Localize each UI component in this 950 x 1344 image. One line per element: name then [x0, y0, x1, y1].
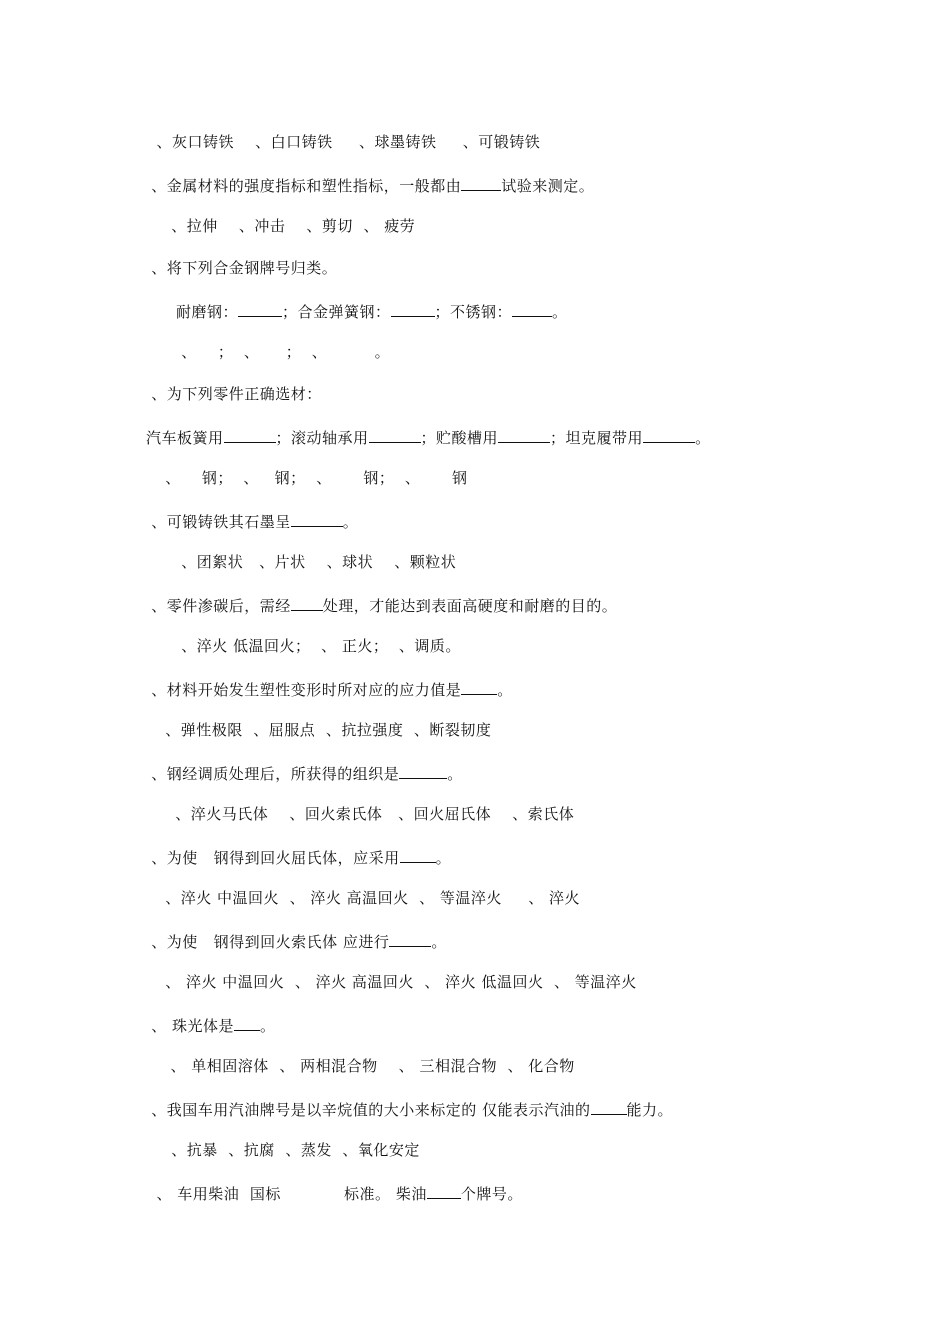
- line-text: 、 单相固溶体 、 两相混合物 、 三相混合物 、 化合物: [160, 1057, 575, 1075]
- line-text: 能力。: [626, 1101, 674, 1119]
- line-text: 。: [342, 513, 359, 531]
- text-line: [146, 678, 513, 700]
- line-text: 、金属材料的强度指标和塑性指标，一般都由: [146, 177, 462, 195]
- text-line: [146, 846, 451, 868]
- answer-blank: [427, 1182, 461, 1199]
- answer-blank: [234, 1014, 260, 1031]
- line-text: 、 ； 、 ； 、 。: [176, 343, 391, 361]
- line-text: ；坦克履带用: [550, 429, 644, 447]
- answer-blank: [224, 426, 276, 443]
- line-text: ；不锈钢：: [434, 303, 513, 321]
- answer-blank: [369, 426, 421, 443]
- text-line: [160, 720, 491, 740]
- answer-blank: [512, 300, 552, 317]
- line-text: 。: [260, 1017, 276, 1035]
- text-line: [160, 888, 580, 908]
- line-text: 。: [552, 303, 568, 321]
- line-text: 、 珠光体是: [146, 1017, 235, 1035]
- text-line: [146, 384, 322, 404]
- line-text: ；合金弹簧钢：: [282, 303, 391, 321]
- text-line: [176, 636, 461, 656]
- answer-blank: [389, 930, 431, 947]
- line-text: ；贮酸槽用: [420, 429, 499, 447]
- answer-blank: [591, 1098, 627, 1115]
- line-text: 、拉伸 、冲击 、剪切 、 疲劳: [166, 217, 416, 235]
- line-text: 、将下列合金钢牌号归类。: [146, 259, 338, 277]
- text-line: [160, 972, 637, 992]
- answer-blank: [461, 174, 501, 191]
- line-text: 、团絮状 、片状 、球状 、颗粒状: [176, 553, 457, 571]
- text-line: [166, 1140, 420, 1160]
- line-text: 、为下列零件正确选材：: [146, 385, 322, 403]
- text-line: [160, 468, 467, 488]
- text-line: [146, 426, 711, 448]
- text-line: [146, 258, 337, 278]
- text-line: [170, 804, 574, 824]
- line-text: 、淬火 低温回火； 、 正火； 、调质。: [176, 637, 461, 655]
- line-text: 、为使 钢得到回火索氏体 应进行: [146, 933, 390, 951]
- answer-blank: [498, 426, 550, 443]
- line-text: 、可锻铸铁其石墨呈: [146, 513, 291, 531]
- line-text: 、淬火马氏体 、回火索氏体 、回火屈氏体 、索氏体: [170, 805, 575, 823]
- text-line: [176, 342, 390, 362]
- answer-blank: [391, 300, 435, 317]
- line-text: 、 车用柴油 国标 标准。 柴油: [146, 1185, 427, 1203]
- text-line: [146, 594, 617, 616]
- text-line: [176, 552, 456, 572]
- text-line: [146, 1098, 673, 1120]
- line-text: 。: [431, 933, 447, 951]
- line-text: 处理，才能达到表面高硬度和耐磨的目的。: [322, 597, 618, 615]
- text-line: [146, 1182, 523, 1204]
- line-text: 、灰口铸铁 、白口铸铁 、球墨铸铁 、可锻铸铁: [146, 133, 541, 151]
- line-text: 汽车板簧用: [146, 429, 224, 447]
- text-line: [146, 1014, 276, 1036]
- line-text: 、零件渗碳后，需经: [146, 597, 291, 615]
- text-line: [160, 1056, 575, 1076]
- text-line: [176, 300, 568, 322]
- answer-blank: [238, 300, 282, 317]
- text-line: [146, 930, 447, 952]
- text-line: [146, 132, 540, 152]
- line-text: 试验来测定。: [501, 177, 595, 195]
- answer-blank: [461, 678, 497, 695]
- line-text: 。: [435, 849, 452, 867]
- answer-blank: [399, 762, 447, 779]
- line-text: 、弹性极限 、屈服点 、抗拉强度 、断裂韧度: [160, 721, 492, 739]
- line-text: ；滚动轴承用: [275, 429, 369, 447]
- line-text: 、钢经调质处理后，所获得的组织是: [146, 765, 400, 783]
- line-text: 、淬火 中温回火 、 淬火 高温回火 、 等温淬火 、 淬火: [160, 889, 581, 907]
- line-text: 、抗暴 、抗腐 、蒸发 、氧化安定: [166, 1141, 420, 1159]
- line-text: 。: [497, 681, 513, 699]
- line-text: 。: [447, 765, 463, 783]
- line-text: 、材料开始发生塑性变形时所对应的应力值是: [146, 681, 462, 699]
- answer-blank: [400, 846, 436, 863]
- line-text: 、 钢； 、 钢； 、 钢； 、 钢: [160, 469, 468, 487]
- line-text: 、我国车用汽油牌号是以辛烷值的大小来标定的 仅能表示汽油的: [146, 1101, 591, 1119]
- line-text: 。: [695, 429, 711, 447]
- line-text: 耐磨钢：: [176, 303, 239, 321]
- answer-blank: [291, 594, 323, 611]
- line-text: 、 淬火 中温回火 、 淬火 高温回火 、 淬火 低温回火 、 等温淬火: [160, 973, 637, 991]
- text-line: [146, 762, 463, 784]
- text-line: [146, 510, 358, 532]
- answer-blank: [291, 510, 343, 527]
- text-line: [146, 174, 594, 196]
- line-text: 个牌号。: [460, 1185, 523, 1203]
- line-text: 、为使 钢得到回火屈氏体，应采用: [146, 849, 400, 867]
- answer-blank: [643, 426, 695, 443]
- text-line: [166, 216, 415, 236]
